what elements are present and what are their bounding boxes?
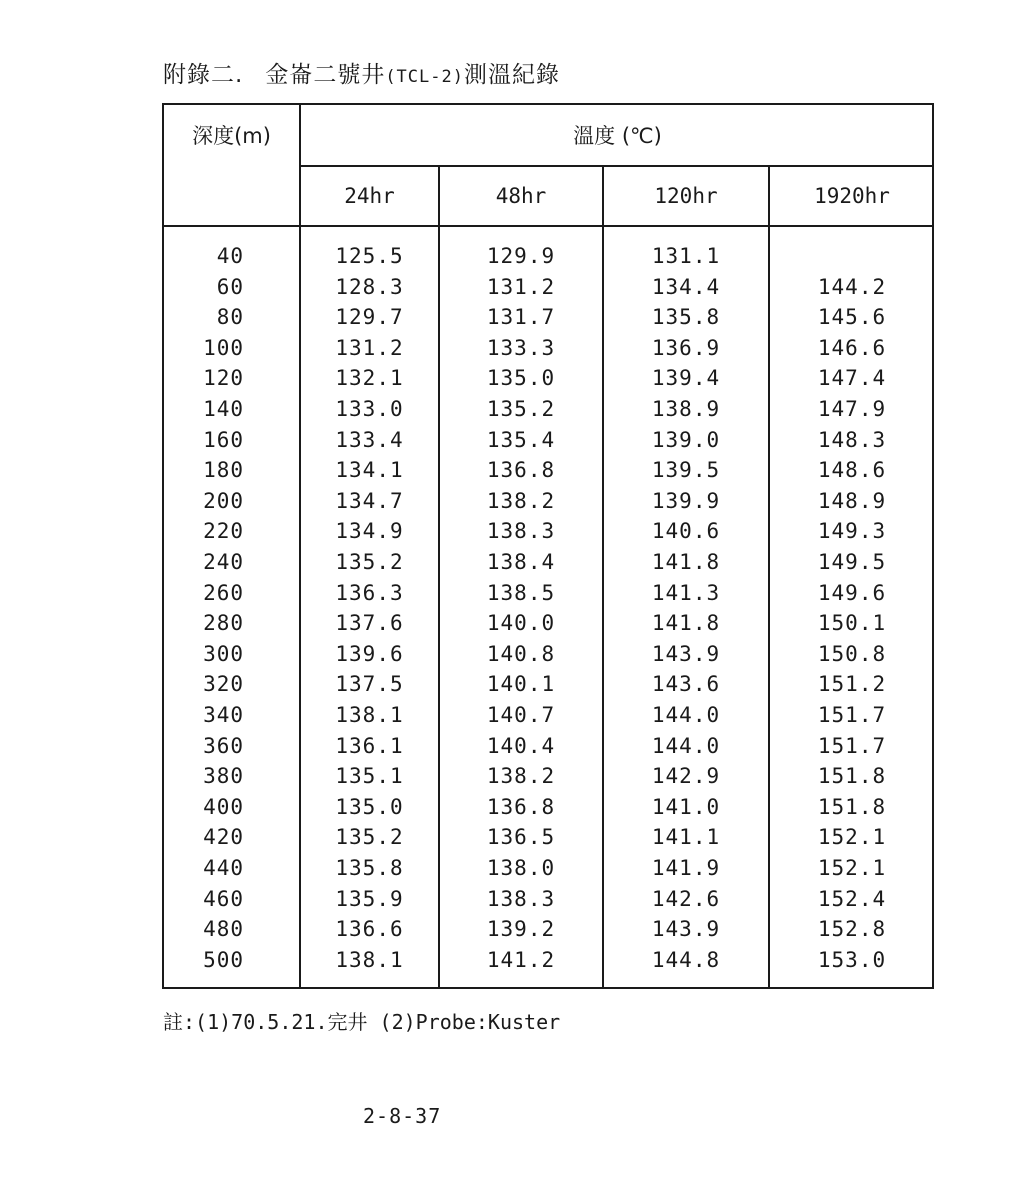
table-row [164,639,936,670]
depth-cell: 240 [203,550,244,574]
temp-120hr-cell: 144.8 [651,947,721,972]
temp-48hr-cell: 138.2 [486,488,556,513]
temp-120hr-cell: 143.6 [651,672,721,697]
table-row [164,822,936,853]
depth-cell: 480 [203,917,244,942]
table-row [164,761,936,792]
table-row [164,547,936,578]
temp-120hr-cell: 136.9 [651,335,721,360]
temp-48hr-cell: 138.3 [486,519,556,544]
depth-cell: 400 [203,794,244,819]
temp-1920hr-cell: 149.6 [817,580,887,605]
temp-1920hr-cell: 147.9 [817,397,887,421]
temp-24hr-cell: 135.1 [335,764,404,789]
temp-120hr-cell: 141.9 [651,856,721,880]
temp-24hr-cell: 125.5 [335,244,404,268]
temp-120hr-cell: 141.0 [651,794,721,819]
document-title [163,56,560,89]
table-row [164,241,936,272]
temp-120hr-cell: 141.3 [651,580,721,605]
temp-24hr-cell: 128.3 [335,274,404,299]
temp-48hr-cell: 136.8 [486,458,556,483]
table-row [164,455,936,486]
depth-cell: 180 [203,458,244,483]
temp-1920hr-cell: 145.6 [817,305,887,330]
temp-24hr-cell: 137.5 [335,672,404,697]
temp-1920hr-cell: 152.4 [817,886,887,911]
table-row [164,884,936,915]
table-row [164,363,936,394]
temp-24hr-cell: 133.0 [335,397,404,421]
temp-120hr-cell: 131.1 [651,244,721,268]
depth-cell: 320 [203,672,244,697]
temp-1920hr-cell [770,241,934,272]
temp-48hr-cell: 140.1 [486,672,556,697]
temp-48hr-cell: 135.0 [486,366,556,391]
temp-24hr-cell: 135.9 [335,886,404,911]
footnote: 註:(1)70.5.21.完井 (2)Probe:Kuster [163,1010,561,1034]
table-row [164,792,936,823]
temp-24hr-cell: 137.6 [335,611,404,636]
temp-48hr-cell: 135.2 [486,397,556,421]
temp-120hr-cell: 139.4 [651,366,721,391]
temp-1920hr-cell: 148.9 [817,488,887,513]
temp-48hr-cell: 140.7 [486,703,556,727]
temperature-header: 溫度 (℃) [573,124,662,148]
temp-24hr-cell: 135.8 [335,856,404,880]
depth-cell: 340 [203,703,244,727]
temp-120hr-cell: 139.9 [651,488,721,513]
temp-48hr-cell: 140.8 [486,641,556,666]
temp-24hr-cell: 135.2 [335,825,404,850]
title-well-code: (TCL-2) [385,67,464,87]
depth-cell: 280 [203,611,244,636]
temp-120hr-cell: 142.6 [651,886,721,911]
temp-120hr-cell: 139.0 [651,427,721,452]
temp-1920hr-cell: 146.6 [817,335,887,360]
temp-1920hr-cell: 151.8 [817,794,887,819]
temp-1920hr-cell: 144.2 [817,274,887,299]
temp-1920hr-cell: 151.7 [817,733,887,758]
table-row [164,731,936,762]
temp-24hr-cell: 134.1 [335,458,404,483]
temp-48hr-cell: 141.2 [486,947,556,972]
temp-48hr-cell: 135.4 [486,427,556,452]
temp-1920hr-cell: 148.6 [817,458,887,483]
depth-cell: 220 [203,519,244,544]
title-suffix: 測溫紀錄 [463,62,560,88]
temp-120hr-cell: 141.8 [651,611,721,636]
table-row [164,853,936,884]
depth-cell: 80 [216,305,244,330]
temp-120hr-cell: 144.0 [651,703,721,727]
temp-24hr-cell: 135.2 [335,550,404,574]
temp-1920hr-cell: 152.1 [817,856,887,880]
col-header-120hr: 120hr [654,184,718,208]
temp-24hr-cell: 138.1 [335,703,404,727]
table-row [164,272,936,303]
depth-cell: 360 [203,733,244,758]
temp-48hr-cell: 129.9 [486,244,556,268]
col-header-1920hr: 1920hr [814,184,890,208]
temp-120hr-cell: 134.4 [651,274,721,299]
temp-120hr-cell: 140.6 [651,519,721,544]
temp-120hr-cell: 143.9 [651,641,721,666]
temp-48hr-cell: 131.7 [486,305,556,330]
temp-24hr-cell: 131.2 [335,335,404,360]
table-row [164,700,936,731]
depth-cell: 160 [203,427,244,452]
depth-cell: 40 [216,244,244,268]
temp-24hr-cell: 136.3 [335,580,404,605]
temp-1920hr-cell: 152.8 [817,917,887,942]
temp-24hr-cell: 138.1 [335,947,404,972]
temp-24hr-cell: 129.7 [335,305,404,330]
temp-1920hr-cell: 150.1 [817,611,887,636]
temp-1920hr-cell: 147.4 [817,366,887,391]
title-main: 金崙二號井 [265,62,386,88]
temp-24hr-cell: 134.9 [335,519,404,544]
col-header-24hr: 24hr [344,184,395,208]
temp-1920hr-cell: 149.5 [817,550,887,574]
temp-120hr-cell: 139.5 [651,458,721,483]
temp-48hr-cell: 138.5 [486,580,556,605]
temp-1920hr-cell: 149.3 [817,519,887,544]
depth-header: 深度(m) [192,124,271,148]
temp-1920hr-cell: 151.7 [817,703,887,727]
page-number: 2-8-37 [363,1104,442,1128]
table-row [164,578,936,609]
temp-24hr-cell: 136.6 [335,917,404,942]
temp-1920hr-cell: 152.1 [817,825,887,850]
temp-120hr-cell: 143.9 [651,917,721,942]
table-row [164,608,936,639]
temp-120hr-cell: 138.9 [651,397,721,421]
table-row [164,333,936,364]
temp-24hr-cell: 132.1 [335,366,404,391]
temp-48hr-cell: 140.0 [486,611,556,636]
table-row [164,669,936,700]
temp-48hr-cell: 138.2 [486,764,556,789]
temp-24hr-cell: 134.7 [335,488,404,513]
temp-1920hr-cell: 153.0 [817,947,887,972]
table-row [164,302,936,333]
table-row [164,394,936,425]
temp-48hr-cell: 138.0 [486,856,556,880]
temp-48hr-cell: 133.3 [486,335,556,360]
depth-cell: 460 [203,886,244,911]
depth-cell: 100 [203,335,244,360]
temp-48hr-cell: 138.3 [486,886,556,911]
table-row [164,945,936,976]
temp-24hr-cell: 135.0 [335,794,404,819]
temp-24hr-cell: 139.6 [335,641,404,666]
temp-1920hr-cell: 151.2 [817,672,887,697]
temp-120hr-cell: 141.1 [651,825,721,850]
table-row [164,516,936,547]
depth-cell: 300 [203,641,244,666]
temp-24hr-cell: 136.1 [335,733,404,758]
depth-cell: 500 [203,947,244,972]
temp-48hr-cell: 136.5 [486,825,556,850]
table-row [164,486,936,517]
depth-cell: 440 [203,856,244,880]
temp-48hr-cell: 139.2 [486,917,556,942]
temperature-table [162,103,934,989]
table-row [164,425,936,456]
depth-cell: 140 [203,397,244,421]
temp-48hr-cell: 131.2 [486,274,556,299]
temp-48hr-cell: 136.8 [486,794,556,819]
depth-cell: 260 [203,580,244,605]
depth-cell: 120 [203,366,244,391]
divider-header [164,225,932,227]
depth-cell: 60 [216,274,244,299]
col-header-48hr: 48hr [495,184,547,208]
temp-120hr-cell: 142.9 [651,764,721,789]
depth-cell: 380 [203,764,244,789]
temp-1920hr-cell: 150.8 [817,641,887,666]
temp-24hr-cell: 133.4 [335,427,404,452]
temp-120hr-cell: 144.0 [651,733,721,758]
table-row [164,914,936,945]
temp-48hr-cell: 138.4 [486,550,556,574]
temp-120hr-cell: 141.8 [651,550,721,574]
temp-1920hr-cell: 151.8 [817,764,887,789]
title-prefix: 附錄二. [163,62,244,88]
temp-1920hr-cell: 148.3 [817,427,887,452]
temp-120hr-cell: 135.8 [651,305,721,330]
depth-cell: 200 [203,488,244,513]
temp-48hr-cell: 140.4 [486,733,556,758]
depth-cell: 420 [203,825,244,850]
